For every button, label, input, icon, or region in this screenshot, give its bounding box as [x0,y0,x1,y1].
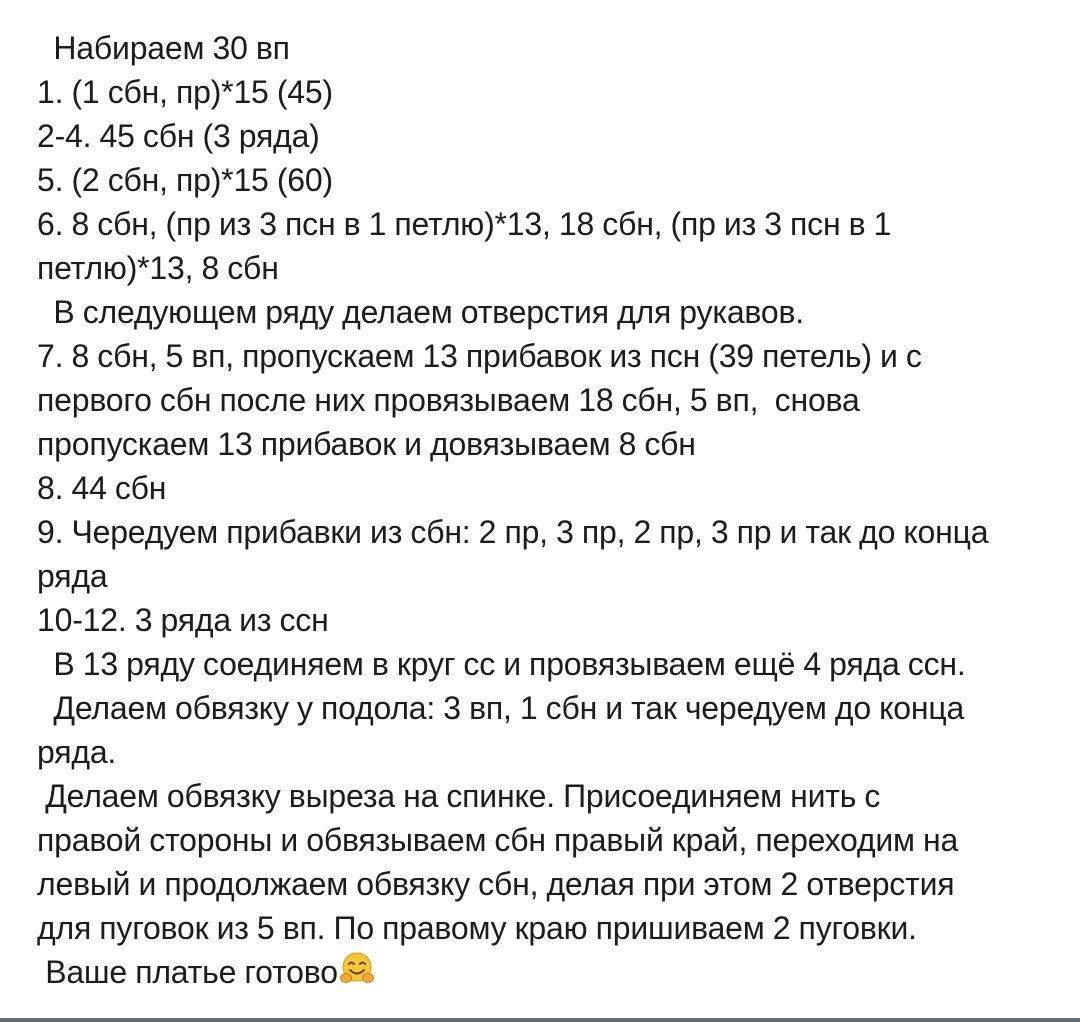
pattern-line-row-7-cont-1: первого сбн после них провязываем 18 сбн, 5 вп, снова [37,382,860,418]
pattern-line-intro: Набираем 30 вп [37,30,290,66]
pattern-line-back-neckline-cont-3: для пуговок из 5 вп. По правому краю пришиваем 2 пуговки. [37,910,917,946]
pattern-line-row-6: 6. 8 сбн, (пр из 3 псн в 1 петлю)*13, 18 сбн, (пр из 3 псн в 1 [37,206,892,242]
pattern-line-final [37,950,1057,994]
hugging-face-icon [339,951,375,998]
pattern-line-rows-2-4: 2-4. 45 сбн (3 ряда) [37,118,320,154]
pattern-line-row-5: 5. (2 сбн, пр)*15 (60) [37,162,333,198]
pattern-line-hem-edging-cont: ряда. [37,734,117,770]
pattern-line-row-9-cont: ряда [37,558,108,594]
pattern-line-row-7-cont-2: пропускаем 13 прибавок и довязываем 8 сбн [37,426,696,462]
bottom-divider [0,1018,1080,1022]
pattern-line-row-7: 7. 8 сбн, 5 вп, пропускаем 13 прибавок из псн (39 петель) и с [37,338,922,374]
pattern-line-back-neckline-cont-2: левый и продолжаем обвязку сбн, делая при этом 2 отверстия [37,866,955,902]
pattern-line-row-6-cont: петлю)*13, 8 сбн [37,250,279,286]
pattern-line-row-1: 1. (1 сбн, пр)*15 (45) [37,74,333,110]
pattern-line-hem-edging: Делаем обвязку у подола: 3 вп, 1 сбн и так чередуем до конца [37,690,965,726]
pattern-line-row-13: В 13 ряду соединяем в круг сс и провязываем ещё 4 ряда ссн. [37,646,966,682]
pattern-line-back-neckline-cont-1: правой стороны и обвязываем сбн правый край, переходим на [37,822,959,858]
pattern-line-rows-10-12: 10-12. 3 ряда из ссн [37,602,329,638]
pattern-line-back-neckline: Делаем обвязку выреза на спинке. Присоединяем нить с [37,778,881,814]
pattern-line-row-9: 9. Чередуем прибавки из сбн: 2 пр, 3 пр, 2 пр, 3 пр и так до конца [37,514,989,550]
pattern-line-sleeves-note: В следующем ряду делаем отверстия для рукавов. [37,294,804,330]
crochet-pattern-text [37,26,1057,994]
pattern-line-final-text: Ваше платье готово [37,954,338,990]
pattern-line-row-8: 8. 44 сбн [37,470,167,506]
